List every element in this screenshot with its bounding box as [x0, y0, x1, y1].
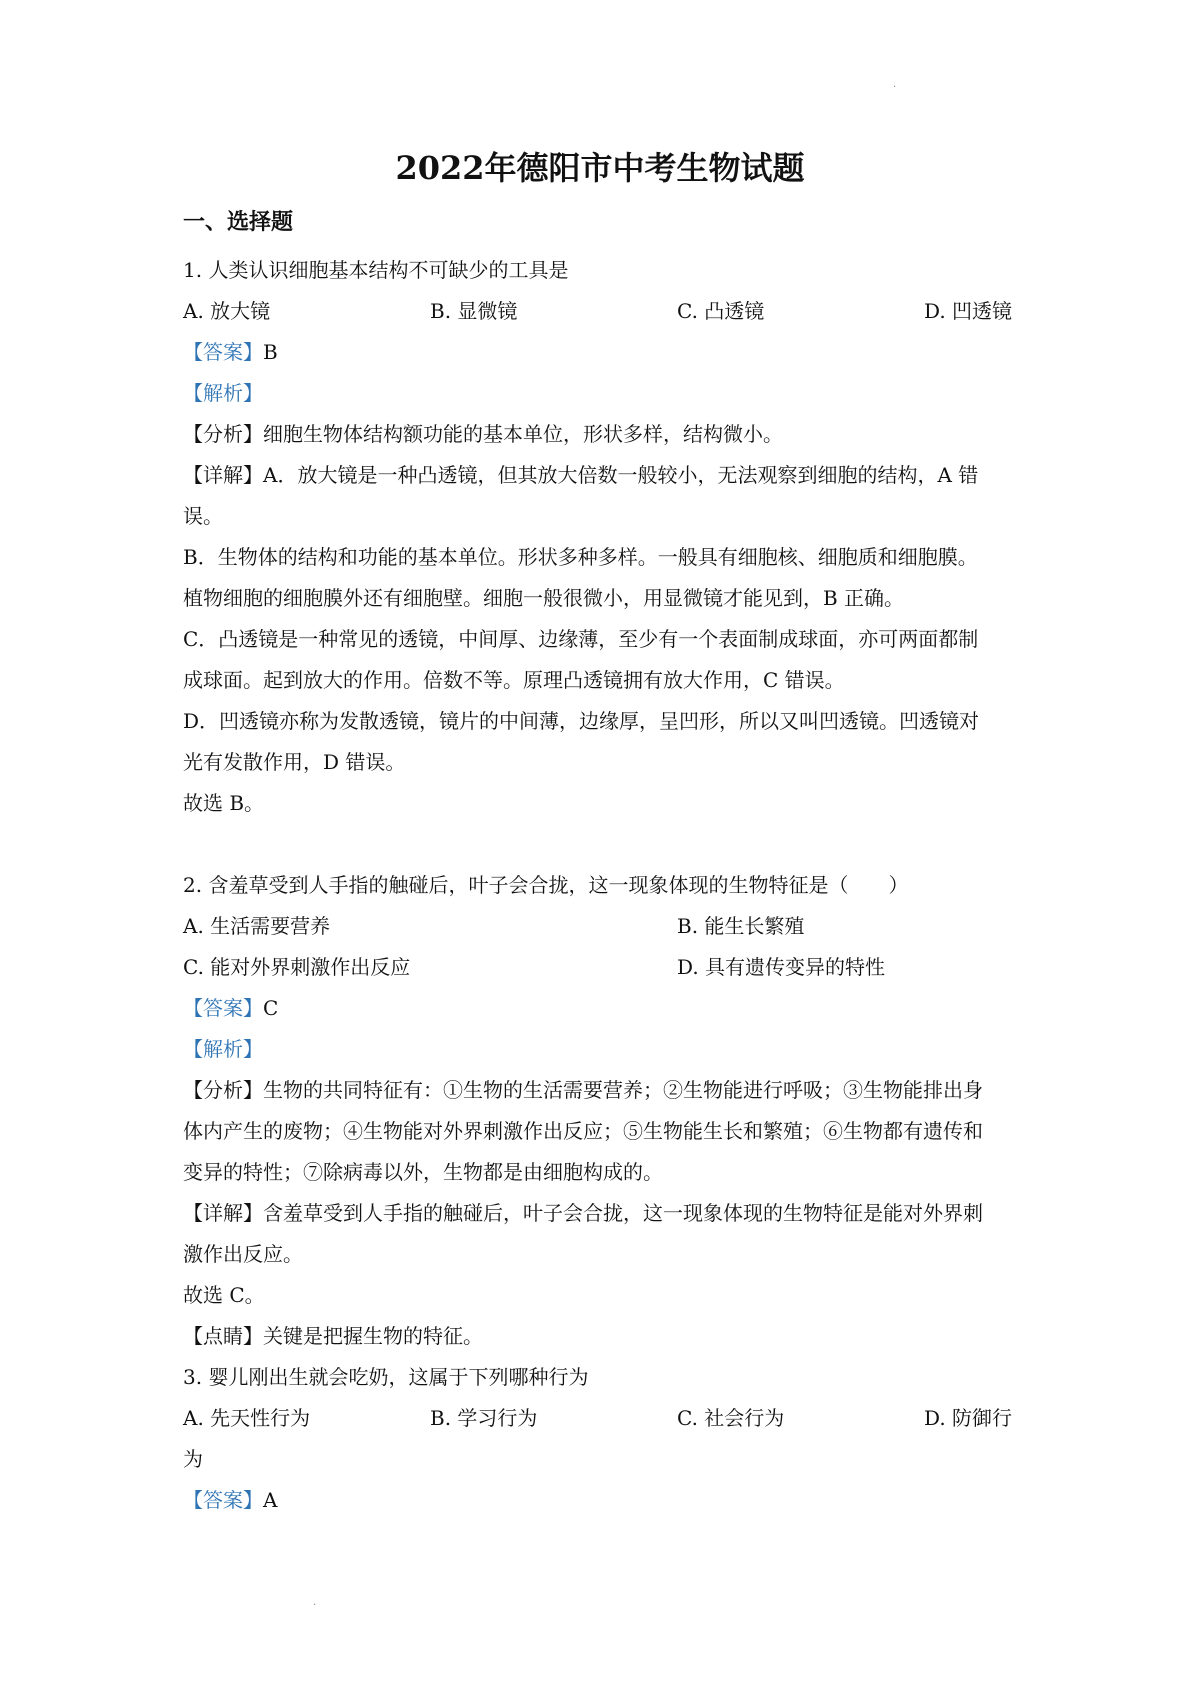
section-heading: 一、选择题 [183, 209, 294, 235]
q1-option-d: D. 凹透镜 [924, 299, 1013, 323]
q1-detail-c-line1: C．凸透镜是一种常见的透镜，中间厚、边缘薄，至少有一个表面制成球面，亦可两面都制 [183, 627, 979, 651]
q3-option-c: C. 社会行为 [677, 1406, 785, 1430]
q2-dianjing-text: 关键是把握生物的特征。 [263, 1324, 483, 1348]
xiangjie-tag: 【详解】 [183, 463, 263, 487]
dianjing-tag: 【点睛】 [183, 1324, 263, 1348]
q3-option-a: A. 先天性行为 [183, 1406, 311, 1430]
q1-analysis-heading [183, 378, 1033, 408]
q1-option-b: B. 显微镜 [430, 299, 518, 323]
analysis-tag: 【解析】 [183, 1037, 263, 1061]
fenxi-tag: 【分析】 [183, 1078, 263, 1102]
answer-tag: 【答案】 [183, 996, 263, 1020]
q1-detail-a-line2: 误。 [183, 504, 223, 528]
q1-conclusion: 故选 B。 [183, 791, 265, 815]
q2-answer-value: C [263, 996, 279, 1020]
q1-answer-value: B [263, 340, 278, 364]
q2-option-b: B. 能生长繁殖 [677, 914, 805, 938]
q2-fenxi-line3: 变异的特性；⑦除病毒以外，生物都是由细胞构成的。 [183, 1160, 663, 1184]
q1-detail-b-line2: 植物细胞的细胞膜外还有细胞壁。细胞一般很微小，用显微镜才能见到，B 正确。 [183, 586, 905, 610]
q2-fenxi-text: 生物的共同特征有：①生物的生活需要营养；②生物能进行呼吸；③生物能排出身 [263, 1078, 983, 1102]
q3-option-b: B. 学习行为 [430, 1406, 538, 1430]
q3-option-wrap: 为 [183, 1447, 203, 1471]
scan-dot: · [893, 82, 897, 93]
q1-detail-a-text: A．放大镜是一种凸透镜，但其放大倍数一般较小，无法观察到细胞的结构，A 错 [263, 463, 979, 487]
q1-answer [183, 337, 1033, 367]
q3-option-d: D. 防御行 [924, 1406, 1013, 1430]
q1-detail-c-line2: 成球面。起到放大的作用。倍数不等。原理凸透镜拥有放大作用，C 错误。 [183, 668, 845, 692]
answer-tag: 【答案】 [183, 340, 263, 364]
q2-option-c: C. 能对外界刺激作出反应 [183, 955, 411, 979]
q1-option-c: C. 凸透镜 [677, 299, 765, 323]
q2-conclusion: 故选 C。 [183, 1283, 265, 1307]
q1-fenxi [183, 419, 1033, 449]
q2-option-d: D. 具有遗传变异的特性 [677, 955, 886, 979]
xiangjie-tag: 【详解】 [183, 1201, 263, 1225]
q3-answer [183, 1485, 1033, 1515]
q2-analysis-heading [183, 1034, 1033, 1064]
q2-fenxi-line1 [183, 1075, 1033, 1105]
page-title: 2022年德阳市中考生物试题 [395, 149, 805, 187]
q2-answer [183, 993, 1033, 1023]
q2-option-a: A. 生活需要营养 [183, 914, 331, 938]
q1-detail-d-line1: D．凹透镜亦称为发散透镜，镜片的中间薄，边缘厚，呈凹形，所以又叫凹透镜。凹透镜对 [183, 709, 980, 733]
q3-answer-value: A [263, 1488, 278, 1512]
q3-stem: 3. 婴儿刚出生就会吃奶，这属于下列哪种行为 [183, 1365, 589, 1389]
fenxi-tag: 【分析】 [183, 422, 263, 446]
q1-detail-a-line1 [183, 460, 1033, 490]
q2-detail-line1 [183, 1198, 1033, 1228]
q1-option-a: A. 放大镜 [183, 299, 271, 323]
q1-detail-d-line2: 光有发散作用，D 错误。 [183, 750, 406, 774]
q1-detail-b-line1: B．生物体的结构和功能的基本单位。形状多种多样。一般具有细胞核、细胞质和细胞膜。 [183, 545, 978, 569]
q2-stem: 2. 含羞草受到人手指的触碰后，叶子会合拢，这一现象体现的生物特征是（ ） [183, 873, 909, 897]
answer-tag: 【答案】 [183, 1488, 263, 1512]
scan-dot: · [313, 1600, 317, 1611]
q2-dianjing [183, 1321, 1033, 1351]
q2-detail-line2: 激作出反应。 [183, 1242, 303, 1266]
q1-fenxi-text: 细胞生物体结构额功能的基本单位，形状多样，结构微小。 [263, 422, 783, 446]
q2-detail-text: 含羞草受到人手指的触碰后，叶子会合拢，这一现象体现的生物特征是能对外界刺 [263, 1201, 983, 1225]
q2-fenxi-line2: 体内产生的废物；④生物能对外界刺激作出反应；⑤生物能生长和繁殖；⑥生物都有遗传和 [183, 1119, 983, 1143]
analysis-tag: 【解析】 [183, 381, 263, 405]
q1-stem: 1. 人类认识细胞基本结构不可缺少的工具是 [183, 258, 569, 282]
